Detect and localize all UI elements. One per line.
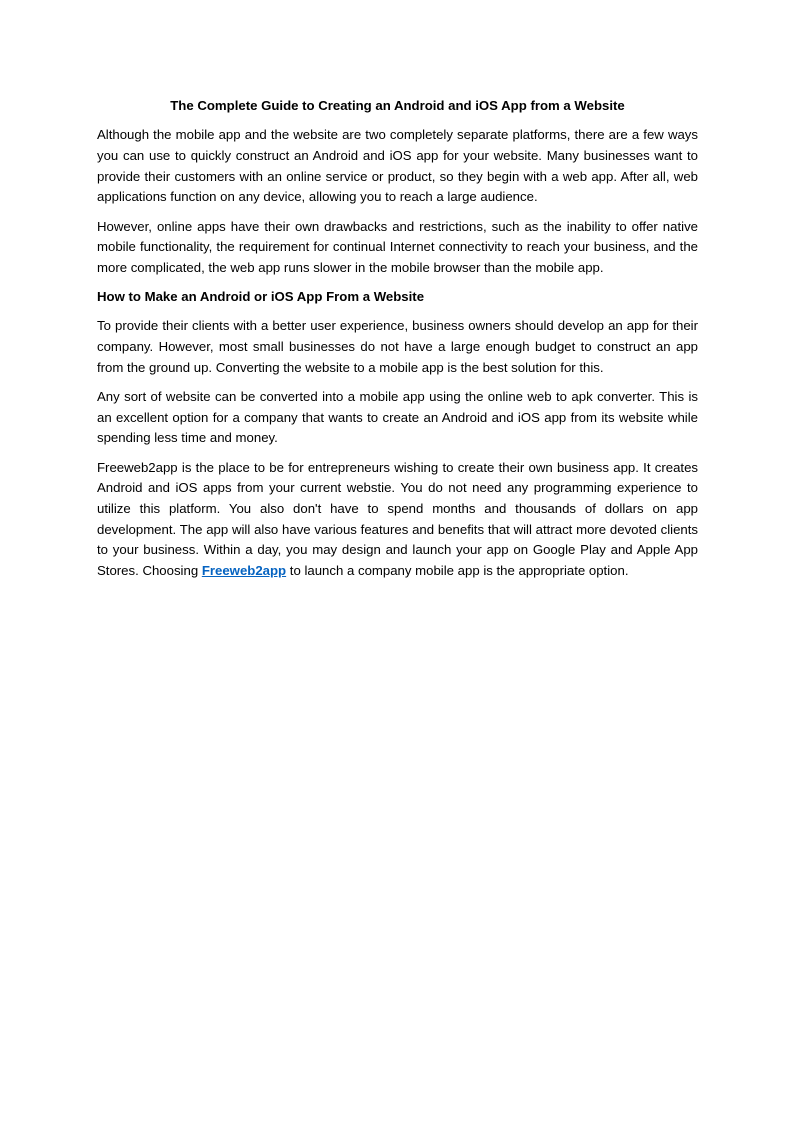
- section-heading: How to Make an Android or iOS App From a Website: [97, 289, 425, 305]
- intro-paragraph: Although the mobile app and the website are two completely separate platforms, there are a few ways you can use to quickly construct an Android and iOS app for your website. Many businesses want to provide their customers with an online service or product, so they begin with a web app. After all, web applications function on any device, allowing you to reach a large audience.: [97, 127, 698, 205]
- freeweb2app-link[interactable]: Freeweb2app: [201, 563, 287, 579]
- converter-paragraph: Any sort of website can be converted into a mobile app using the online web to apk converter. This is an excellent option for a company that wants to create an Android and iOS app from its website while spending less time and money.: [97, 388, 698, 446]
- drawbacks-paragraph: However, online apps have their own drawbacks and restrictions, such as the inability to offer native mobile functionality, the requirement for continual Internet connectivity to reach your business, and the more complicated, the web app runs slower in the mobile browser than the mobile app.: [97, 218, 698, 275]
- user-experience-paragraph: To provide their clients with a better user experience, business owners should develop an app for their company. However, most small businesses do not have a large enough budget to construct an app from the ground up. Converting the website to a mobile app is the best solution for this.: [97, 318, 698, 375]
- freeweb2app-paragraph-text-after: to launch a company mobile app is the appropriate option.: [286, 563, 629, 579]
- freeweb2app-paragraph: [97, 458, 698, 582]
- document-body: [97, 96, 698, 590]
- document-title: The Complete Guide to Creating an Android and iOS App from a Website: [170, 98, 625, 113]
- freeweb2app-paragraph-text-before: Freeweb2app is the place to be for entrepreneurs wishing to create their own business app. It creates Android and iOS apps from your current webstie. You do not need any programming experience to utilize this platform. You also don't have to spend months and thousands of dollars on app development. The app will also have various features and benefits that will attract more devoted clients to your business. Within a day, you may design and launch your app on Google Play and Apple App Stores. Choosing: [97, 459, 698, 579]
